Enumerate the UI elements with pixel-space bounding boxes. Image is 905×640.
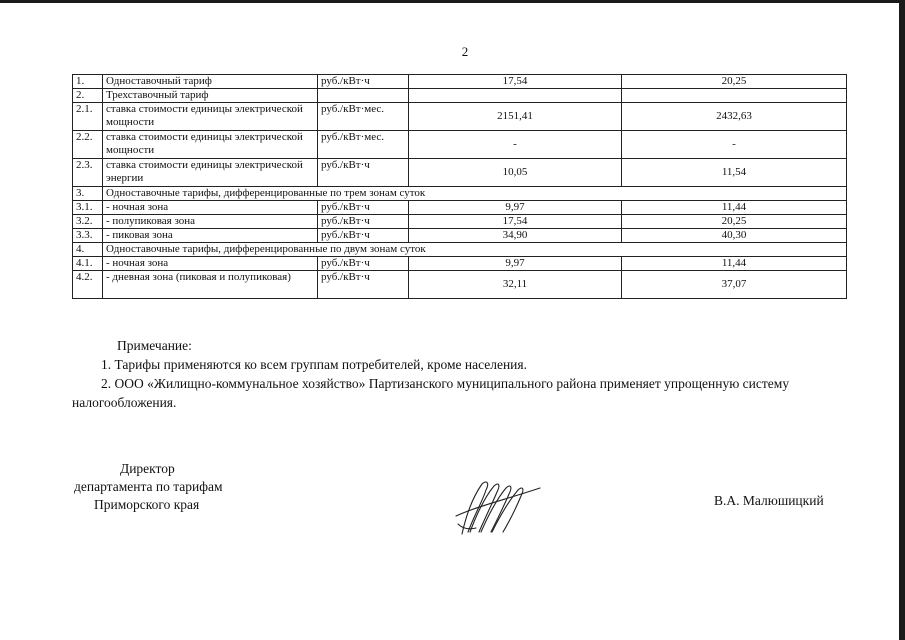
row-value-1: 9,97: [409, 201, 622, 215]
table-row: [73, 103, 847, 131]
row-value-1: 34,90: [409, 229, 622, 243]
row-name: ставка стоимости единицы электрической мощности: [103, 103, 318, 131]
row-value-1: 17,54: [409, 215, 622, 229]
table-row: [73, 257, 847, 271]
note-title: Примечание:: [117, 338, 192, 353]
page-number: 2: [461, 44, 469, 59]
row-unit: руб./кВт·мес.: [318, 103, 409, 131]
row-number: 3.3.: [73, 229, 103, 243]
row-name: Трехставочный тариф: [103, 89, 318, 103]
row-value-1: 2151,41: [409, 103, 622, 131]
section-title: Одноставочные тарифы, дифференцированные по трем зонам суток: [103, 187, 847, 201]
table-row: [73, 215, 847, 229]
row-number: 1.: [73, 75, 103, 89]
row-number: 2.3.: [73, 159, 103, 187]
row-name: - пиковая зона: [103, 229, 318, 243]
row-value-1: [409, 89, 622, 103]
table-row: [73, 243, 847, 257]
row-number: 4.1.: [73, 257, 103, 271]
table-row: [73, 89, 847, 103]
signer-title: [72, 460, 272, 514]
row-number: 4.: [73, 243, 103, 257]
row-name: - полупиковая зона: [103, 215, 318, 229]
row-name: Одноставочный тариф: [103, 75, 318, 89]
signer-name: В.А. Малюшицкий: [714, 493, 824, 508]
row-unit: руб./кВт·ч: [318, 201, 409, 215]
row-value-2: 11,44: [622, 257, 847, 271]
section-title: Одноставочные тарифы, дифференцированные по двум зонам суток: [103, 243, 847, 257]
table-row: [73, 271, 847, 299]
row-value-2: [622, 89, 847, 103]
signer-title-line-3: Приморского края: [94, 497, 200, 512]
row-value-1: 9,97: [409, 257, 622, 271]
note-block: [72, 336, 842, 412]
row-value-2: 11,54: [622, 159, 847, 187]
row-value-1: 32,11: [409, 271, 622, 299]
note-line-1: 1. Тарифы применяются ко всем группам потребителей, кроме населения.: [101, 357, 527, 372]
row-value-2: 20,25: [622, 75, 847, 89]
row-value-2: 2432,63: [622, 103, 847, 131]
table-row: [73, 201, 847, 215]
tariff-table: [72, 74, 847, 299]
row-value-1: 10,05: [409, 159, 622, 187]
row-number: 2.1.: [73, 103, 103, 131]
handwritten-signature: [448, 476, 548, 538]
note-line-2: 2. ООО «Жилищно-коммунальное хозяйство» Партизанского муниципального района применяет упрощенную систему налогообложения.: [72, 376, 790, 410]
row-name: ставка стоимости единицы электрической мощности: [103, 131, 318, 159]
row-name: ставка стоимости единицы электрической энергии: [103, 159, 318, 187]
row-number: 4.2.: [73, 271, 103, 299]
scan-edge-right: [899, 0, 905, 640]
table-row: [73, 187, 847, 201]
table-row: [73, 159, 847, 187]
row-number: 3.: [73, 187, 103, 201]
row-unit: руб./кВт·ч: [318, 257, 409, 271]
row-number: 3.1.: [73, 201, 103, 215]
row-value-2: 20,25: [622, 215, 847, 229]
row-value-2: 40,30: [622, 229, 847, 243]
signer-title-line-1: Директор: [120, 461, 175, 476]
row-name: - ночная зона: [103, 257, 318, 271]
row-number: 2.2.: [73, 131, 103, 159]
row-value-1: -: [409, 131, 622, 159]
table-row: [73, 131, 847, 159]
row-name: - ночная зона: [103, 201, 318, 215]
row-unit: [318, 89, 409, 103]
row-value-1: 17,54: [409, 75, 622, 89]
row-name: - дневная зона (пиковая и полупиковая): [103, 271, 318, 299]
row-unit: руб./кВт·ч: [318, 75, 409, 89]
row-value-2: -: [622, 131, 847, 159]
table-row: [73, 229, 847, 243]
row-number: 3.2.: [73, 215, 103, 229]
scan-edge-top: [0, 0, 905, 3]
signer-title-line-2: департамента по тарифам: [74, 479, 223, 494]
row-unit: руб./кВт·ч: [318, 229, 409, 243]
table-row: [73, 75, 847, 89]
row-unit: руб./кВт·ч: [318, 271, 409, 299]
row-value-2: 37,07: [622, 271, 847, 299]
row-number: 2.: [73, 89, 103, 103]
row-unit: руб./кВт·ч: [318, 215, 409, 229]
row-unit: руб./кВт·ч: [318, 159, 409, 187]
row-unit: руб./кВт·мес.: [318, 131, 409, 159]
row-value-2: 11,44: [622, 201, 847, 215]
